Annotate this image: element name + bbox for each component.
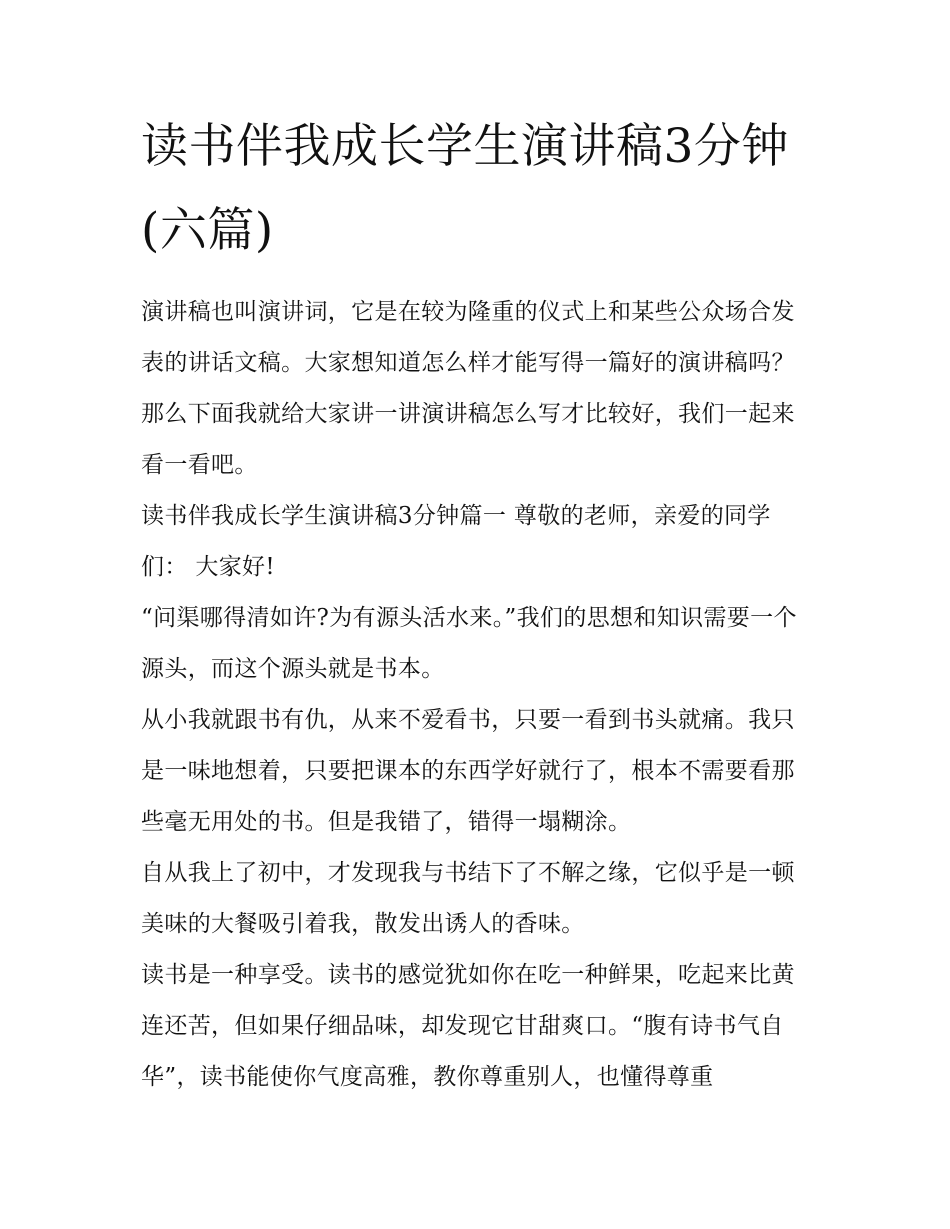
paragraph-enjoyment: 读书是一种享受。读书的感觉犹如你在吃一种鲜果，吃起来比黄连还苦，但如果仔细品味，却发现它甘甜爽口。“腹有诗书气自华”，读书能使你气度高雅，教你尊重别人，也懂得尊重 bbox=[141, 962, 795, 1090]
document-title: 读书伴我成长学生演讲稿3分钟(六篇) bbox=[141, 119, 789, 258]
document-page bbox=[141, 105, 813, 1103]
paragraph-quote: “问渠哪得清如许?为有源头活水来。”我们的思想和知识需要一个源头，而这个源头就是书本。 bbox=[141, 605, 797, 682]
paragraph-childhood: 从小我就跟书有仇，从来不爱看书，只要一看到书头就痛。我只是一味地想着，只要把课本的东西学好就行了，根本不需要看那些毫无用处的书。但是我错了，错得一塌糊涂。 bbox=[141, 707, 795, 835]
paragraph-middle-school: 自从我上了初中，才发现我与书结下了不解之缘，它似乎是一顿美味的大餐吸引着我，散发出诱人的香味。 bbox=[141, 860, 795, 937]
paragraph-greeting: 读书伴我成长学生演讲稿3分钟篇一 尊敬的老师，亲爱的同学们： 大家好! bbox=[141, 503, 771, 580]
paragraph-intro: 演讲稿也叫演讲词，它是在较为隆重的仪式上和某些公众场合发表的讲话文稿。大家想知道怎么样才能写得一篇好的演讲稿吗？那么下面我就给大家讲一讲演讲稿怎么写才比较好，我们一起来看一看吧。 bbox=[141, 299, 795, 478]
